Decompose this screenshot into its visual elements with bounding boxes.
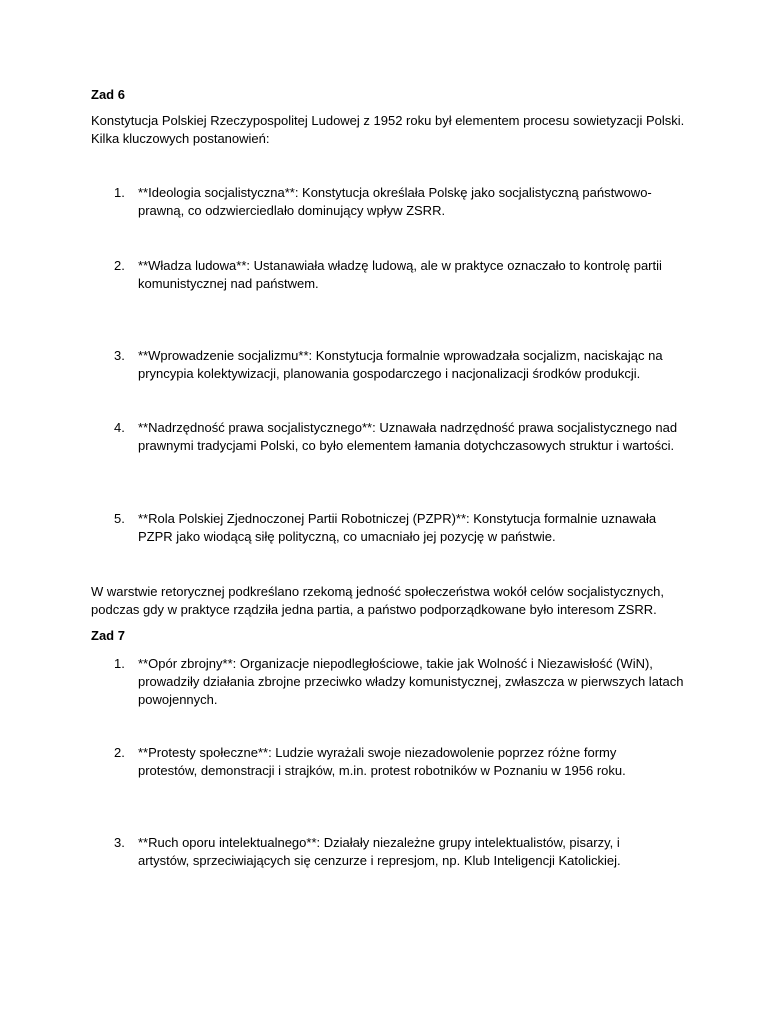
list-number: 5.	[114, 511, 125, 526]
list-number: 2.	[114, 258, 125, 273]
list-item-line: **Władza ludowa**: Ustanawiała władzę ludową, ale w praktyce oznaczało to kontrolę partii	[138, 258, 662, 273]
list-item-line: powojennych.	[138, 692, 218, 707]
zad6-closing-paragraph	[91, 583, 691, 619]
list-item-line: prawną, co odzwierciedlało dominujący wpływ ZSRR.	[138, 203, 446, 218]
list-number: 4.	[114, 420, 125, 435]
list-number: 1.	[114, 656, 125, 671]
section-heading-zad6: Zad 6	[91, 87, 125, 102]
intro-line: Kilka kluczowych postanowień:	[91, 131, 270, 146]
list-item-line: **Nadrzędność prawa socjalistycznego**: Uznawała nadrzędność prawa socjalistycznego nad	[138, 420, 678, 435]
section-heading-zad7: Zad 7	[91, 628, 125, 643]
list-item-text	[138, 184, 698, 220]
list-number: 3.	[114, 835, 125, 850]
closing-line: podczas gdy w praktyce rządziła jedna partia, a państwo podporządkowane było interesom ZSRR.	[91, 602, 657, 617]
zad6-intro-paragraph	[91, 112, 691, 148]
list-item-line: **Rola Polskiej Zjednoczonej Partii Robotniczej (PZPR)**: Konstytucja formalnie uznawała	[138, 511, 657, 526]
list-number: 1.	[114, 185, 125, 200]
list-item-line: **Opór zbrojny**: Organizacje niepodległościowe, takie jak Wolność i Niezawisłość (WiN),	[138, 656, 653, 671]
list-item-text	[138, 655, 698, 709]
list-number: 3.	[114, 348, 125, 363]
list-item-line: **Ruch oporu intelektualnego**: Działały niezależne grupy intelektualistów, pisarzy, i	[138, 835, 620, 850]
list-item-line: pryncypia kolektywizacji, planowania gospodarczego i nacjonalizacji środków produkcji.	[138, 366, 641, 381]
list-item-text	[138, 347, 698, 383]
list-item-text	[138, 419, 698, 455]
list-item-text	[138, 744, 698, 780]
list-item-line: prawnymi tradycjami Polski, co było elementem łamania dotychczasowych struktur i wartości.	[138, 438, 675, 453]
list-item-line: **Wprowadzenie socjalizmu**: Konstytucja formalnie wprowadzała socjalizm, naciskając na	[138, 348, 663, 363]
list-item-text	[138, 510, 698, 546]
intro-line: Konstytucja Polskiej Rzeczypospolitej Ludowej z 1952 roku był elementem procesu sowietyzacji Polski.	[91, 113, 685, 128]
list-item-line: protestów, demonstracji i strajków, m.in. protest robotników w Poznaniu w 1956 roku.	[138, 763, 626, 778]
closing-line: W warstwie retorycznej podkreślano rzekomą jedność społeczeństwa wokół celów socjalistycznych,	[91, 584, 664, 599]
list-item-line: prowadziły działania zbrojne przeciwko władzy komunistycznej, zwłaszcza w pierwszych latach	[138, 674, 684, 689]
list-number: 2.	[114, 745, 125, 760]
list-item-text	[138, 257, 698, 293]
list-item-line: komunistycznej nad państwem.	[138, 276, 319, 291]
list-item-line: **Protesty społeczne**: Ludzie wyrażali swoje niezadowolenie poprzez różne formy	[138, 745, 617, 760]
list-item-text	[138, 834, 698, 870]
list-item-line: artystów, sprzeciwiających się cenzurze i represjom, np. Klub Inteligencji Katolickiej.	[138, 853, 621, 868]
list-item-line: PZPR jako wiodącą siłę polityczną, co umacniało jej pozycję w państwie.	[138, 529, 556, 544]
list-item-line: **Ideologia socjalistyczna**: Konstytucja określała Polskę jako socjalistyczną państwowo-	[138, 185, 652, 200]
